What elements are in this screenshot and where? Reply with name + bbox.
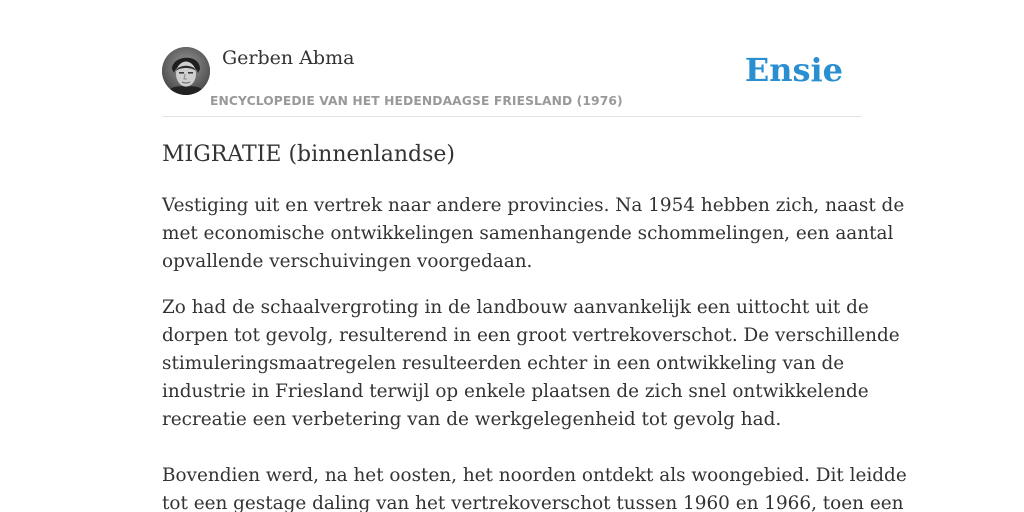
article-header bbox=[162, 46, 862, 117]
paragraph-line: Bovendien werd, na het oosten, het noorden ontdekt als woongebied. Dit leidde bbox=[162, 465, 907, 486]
paragraph-1 bbox=[162, 192, 905, 276]
paragraph-2 bbox=[162, 294, 900, 434]
brand-logo[interactable]: Ensie bbox=[744, 51, 843, 89]
paragraph-line: opvallende verschuivingen voorgedaan. bbox=[162, 251, 533, 272]
paragraph-3 bbox=[162, 462, 907, 512]
paragraph-line: Zo had de schaalvergroting in de landbouw aanvankelijk een uittocht uit de bbox=[162, 297, 869, 318]
paragraph-line: industrie in Friesland terwijl op enkele plaatsen de zich snel ontwikkelende bbox=[162, 381, 869, 402]
paragraph-line: recreatie een verbetering van de werkgelegenheid tot gevolg had. bbox=[162, 409, 782, 430]
page-title: MIGRATIE (binnenlandse) bbox=[162, 142, 455, 167]
paragraph-line: tot een gestage daling van het vertrekoverschot tussen 1960 en 1966, toen een bbox=[162, 493, 904, 512]
author-name[interactable]: Gerben Abma bbox=[222, 47, 355, 69]
avatar[interactable] bbox=[162, 47, 210, 95]
paragraph-line: Vestiging uit en vertrek naar andere provincies. Na 1954 hebben zich, naast de bbox=[162, 195, 905, 216]
author-portrait-icon bbox=[162, 47, 210, 95]
paragraph-line: stimuleringsmaatregelen resulteerden echter in een ontwikkeling van de bbox=[162, 353, 845, 374]
paragraph-line: met economische ontwikkelingen samenhangende schommelingen, een aantal bbox=[162, 223, 894, 244]
source-label[interactable]: ENCYCLOPEDIE VAN HET HEDENDAAGSE FRIESLAND (1976) bbox=[210, 94, 623, 108]
article-body bbox=[162, 192, 907, 512]
paragraph-line: dorpen tot gevolg, resulterend in een groot vertrekoverschot. De verschillende bbox=[162, 325, 900, 346]
